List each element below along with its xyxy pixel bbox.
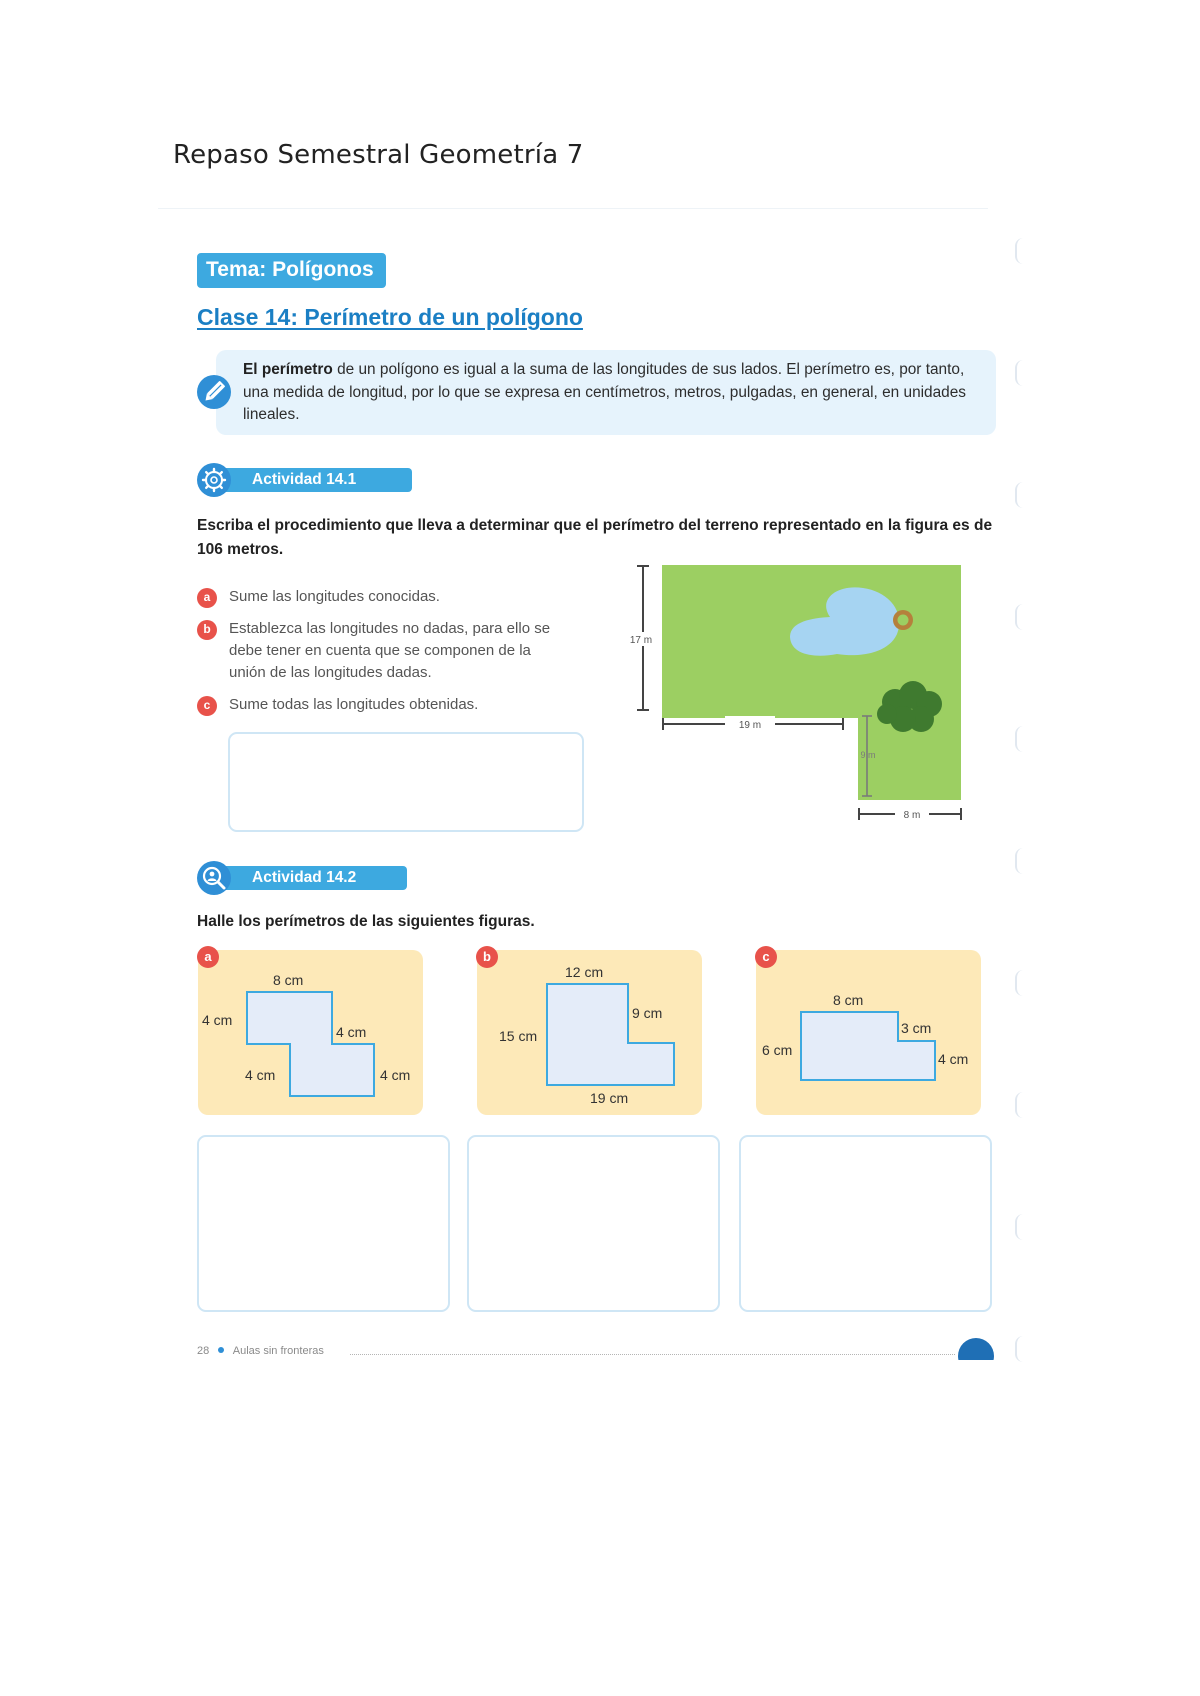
footer-page-number: 28 xyxy=(197,1345,210,1357)
step-b xyxy=(197,618,577,688)
tema-heading: Tema: Polígonos xyxy=(197,253,386,288)
terrain-figure xyxy=(625,562,965,832)
figure-c-label-step: 3 cm xyxy=(901,1020,932,1036)
figure-c-label-left: 6 cm xyxy=(762,1042,793,1058)
step-b-text: Establezca las longitudes no dadas, para ello se debe tener en cuenta que se componen de la unión de las longitudes dadas. xyxy=(229,620,551,681)
answer-box-14-1[interactable] xyxy=(228,732,584,832)
terrain-notch-width-label: 8 m xyxy=(903,810,921,821)
figure-c-label-right: 4 cm xyxy=(938,1051,969,1067)
footer-dotted-line xyxy=(350,1354,955,1355)
definition-body: de un polígono es igual a la suma de las longitudes de sus lados. El perímetro es, por tanto, una medida de longitud, por lo que se expresa en centímetros, metros, pulgadas, en general, en unidades lineales. xyxy=(243,361,966,423)
answer-box-figure-b[interactable] xyxy=(467,1135,720,1312)
pencil-icon xyxy=(196,374,232,410)
figure-b-label-bottom: 19 cm xyxy=(590,1090,629,1106)
footer-dot xyxy=(218,1347,224,1353)
activity-2-label: Actividad 14.2 xyxy=(210,866,407,890)
document-title: Repaso Semestral Geometría 7 xyxy=(173,140,584,170)
figure-a-badge: a xyxy=(197,946,219,968)
definition-text xyxy=(243,359,983,427)
step-c xyxy=(197,694,577,718)
figure-a-label-top: 8 cm xyxy=(273,972,304,988)
scan-top-edge xyxy=(158,208,988,209)
step-c-text: Sume todas las longitudes obtenidas. xyxy=(229,696,479,713)
search-people-icon xyxy=(196,860,232,896)
activity-1-label: Actividad 14.1 xyxy=(210,468,412,492)
page-footer xyxy=(197,1345,324,1357)
figure-b-label-right: 9 cm xyxy=(632,1005,663,1021)
step-a xyxy=(197,586,577,610)
figure-b-label-left: 15 cm xyxy=(499,1028,538,1044)
step-c-bullet: c xyxy=(197,696,217,716)
figure-a-label-inner: 4 cm xyxy=(245,1067,276,1083)
figure-c-label-top: 8 cm xyxy=(833,992,864,1008)
figure-c-card xyxy=(756,950,981,1115)
activity-1-instruction: Escriba el procedimiento que lleva a determinar que el perímetro del terreno representado en la figura es de 106 metros. xyxy=(197,517,993,558)
figure-a-label-right: 4 cm xyxy=(380,1067,411,1083)
activity-2-instruction: Halle los perímetros de las siguientes figuras. xyxy=(197,913,535,930)
figure-a-card xyxy=(198,950,423,1115)
definition-term: El perímetro xyxy=(243,361,333,378)
clase-heading: Clase 14: Perímetro de un polígono xyxy=(197,304,583,330)
terrain-bottom-label: 19 m xyxy=(738,720,762,731)
figure-a-label-left: 4 cm xyxy=(202,1012,233,1028)
figure-a-label-step: 4 cm xyxy=(336,1024,367,1040)
step-b-bullet: b xyxy=(197,620,217,640)
footer-series: Aulas sin fronteras xyxy=(232,1345,324,1357)
answer-box-figure-c[interactable] xyxy=(739,1135,992,1312)
figure-c-shape xyxy=(756,950,981,1115)
gear-icon xyxy=(196,462,232,498)
figure-b-card xyxy=(477,950,702,1115)
figure-c-badge: c xyxy=(755,946,777,968)
step-a-text: Sume las longitudes conocidas. xyxy=(229,588,440,605)
figure-b-label-top: 12 cm xyxy=(565,964,604,980)
figure-a-shape xyxy=(198,950,423,1115)
footer-corner-badge xyxy=(958,1338,994,1360)
figure-b-badge: b xyxy=(476,946,498,968)
terrain-notch-height-label: 9 m xyxy=(860,750,876,760)
answer-box-figure-a[interactable] xyxy=(197,1135,450,1312)
terrain-height-label: 17 m xyxy=(629,635,653,646)
step-a-bullet: a xyxy=(197,588,217,608)
